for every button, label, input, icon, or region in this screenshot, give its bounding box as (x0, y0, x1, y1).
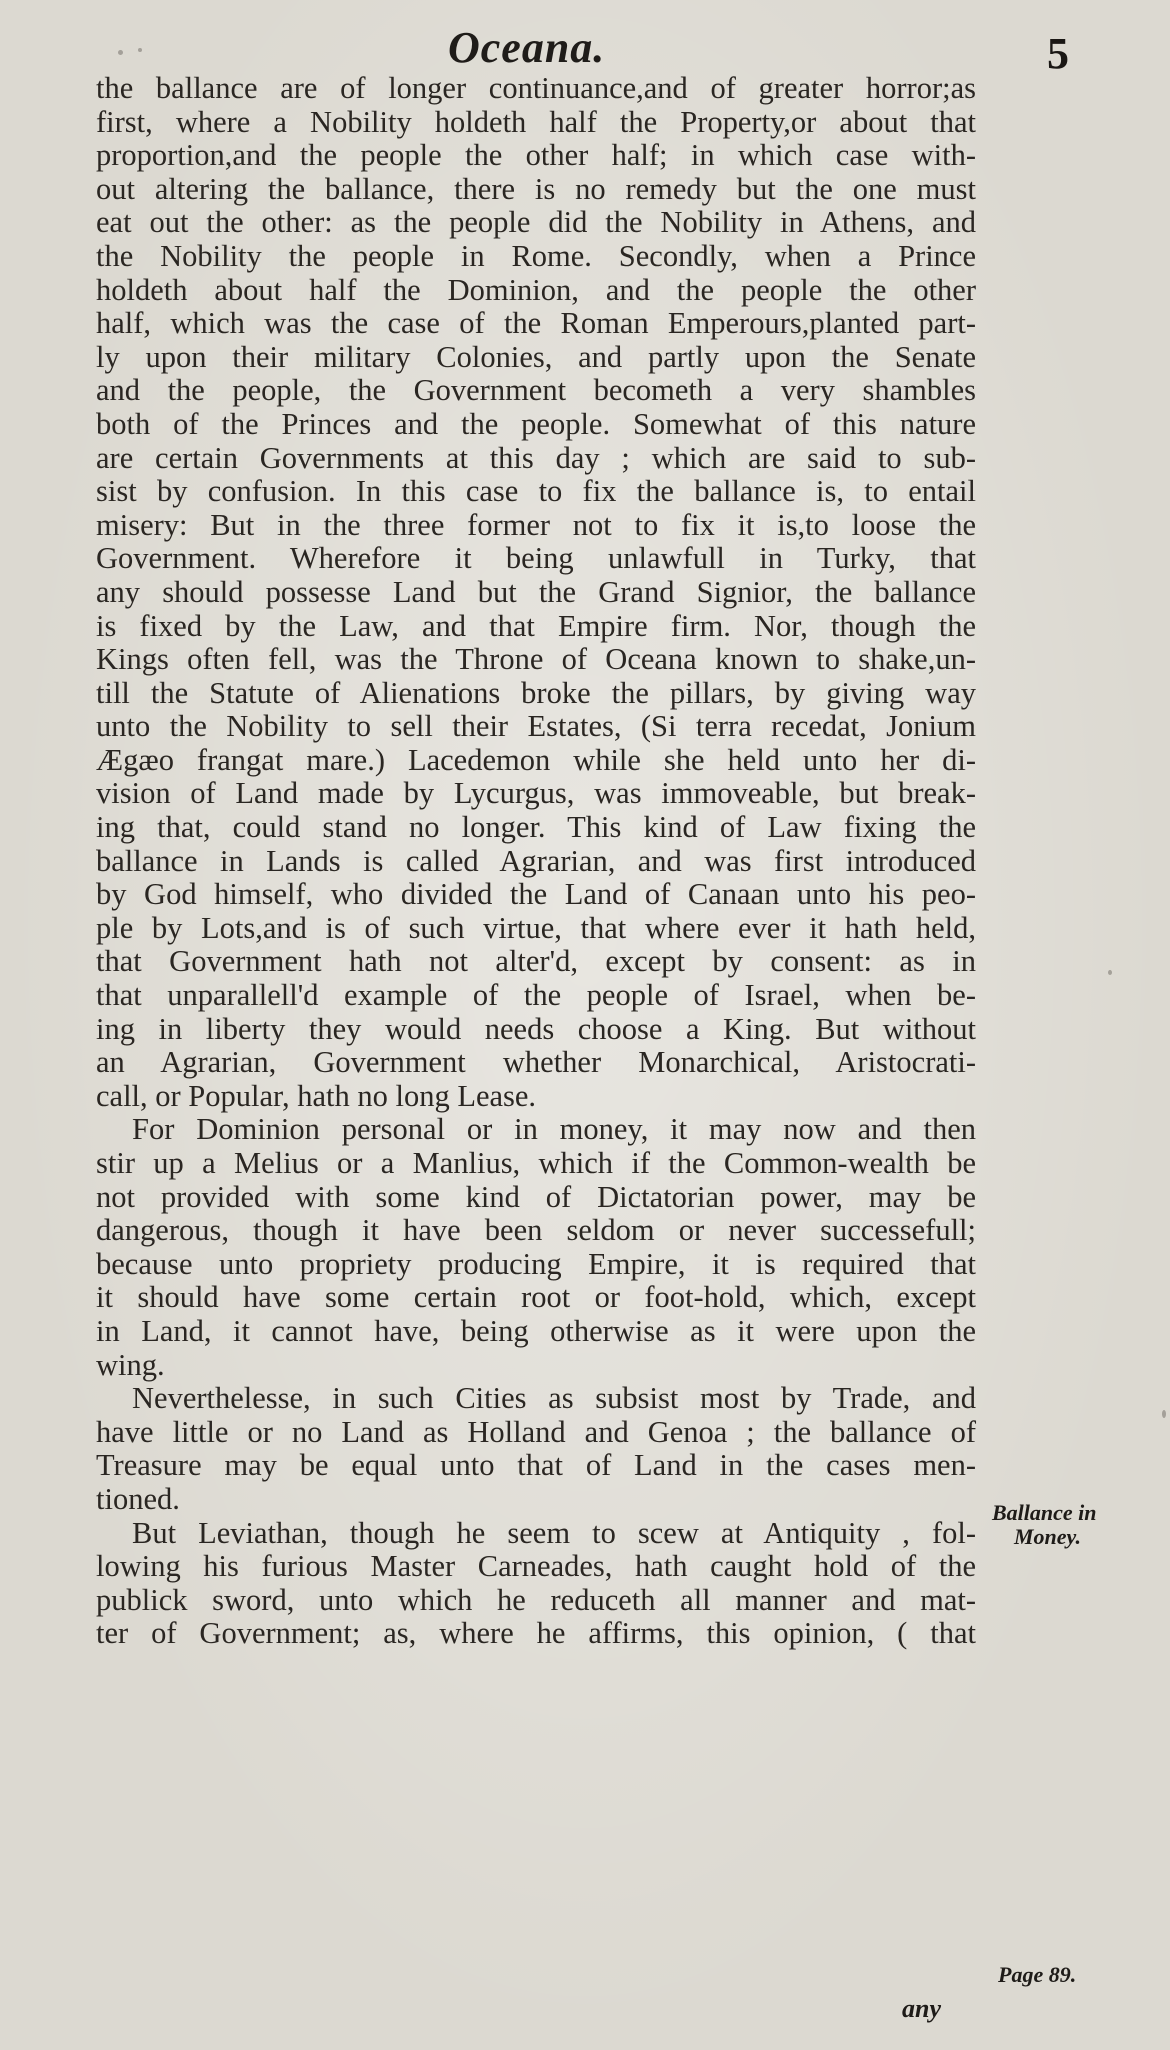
text-line: the ballance are of longer continuance,and of greater horror;as (96, 71, 976, 105)
page-number: 5 (1047, 29, 1069, 78)
text-line: an Agrarian, Government whether Monarchical, Aristocrati- (96, 1045, 976, 1080)
text-line: first, where a Nobility holdeth half the Property,or about that (96, 104, 976, 139)
body-text (96, 72, 976, 1651)
text-line: vision of Land made by Lycurgus, was immoveable, but break- (96, 776, 976, 811)
text-line: eat out the other: as the people did the Nobility in Athens, and (96, 205, 976, 240)
text-line: ter of Government; as, where he affirms, this opinion, ( that (96, 1616, 976, 1651)
text-line: ballance in Lands is called Agrarian, and was first introduced (96, 843, 976, 878)
text-line: out altering the ballance, there is no remedy but the one must (96, 171, 976, 206)
ink-speck (118, 50, 123, 55)
text-line: ing that, could stand no longer. This kind of Law fixing the (96, 810, 976, 845)
running-title: Oceana. (448, 23, 606, 72)
text-line: that unparallell'd example of the people of Israel, when be- (96, 978, 976, 1013)
text-line: ing in liberty they would needs choose a King. But without (96, 1011, 976, 1046)
text-line: is fixed by the Law, and that Empire firm. Nor, though the (96, 608, 976, 643)
margin-note-page-ref: Page 89. (998, 1962, 1077, 1987)
text-line: half, which was the case of the Roman Emperours,planted part- (96, 306, 976, 341)
text-line: ly upon their military Colonies, and partly upon the Senate (96, 339, 976, 374)
text-line: and the people, the Government becometh a very shambles (96, 373, 976, 408)
text-line: the Nobility the people in Rome. Secondly, when a Prince (96, 238, 976, 273)
text-line: misery: But in the three former not to fix it is,to loose the (96, 507, 976, 542)
text-line: both of the Princes and the people. Somewhat of this nature (96, 406, 976, 441)
text-line: because unto propriety producing Empire, it is required that (96, 1246, 976, 1281)
text-line: tioned. (96, 1481, 180, 1516)
margin-note-ballance-in: Ballance in (992, 1500, 1097, 1525)
catchword: any (902, 1994, 941, 2023)
text-line: not provided with some kind of Dictatorian power, may be (96, 1179, 976, 1214)
text-line: stir up a Melius or a Manlius, which if the Common-wealth be (96, 1146, 976, 1180)
page-header (0, 18, 1170, 78)
text-line: any should possesse Land but the Grand Signior, the ballance (96, 574, 976, 609)
text-line: Government. Wherefore it being unlawfull in Turky, that (96, 541, 976, 576)
margin-note-money: Money. (1014, 1524, 1082, 1549)
text-line: For Dominion personal or in money, it may now and then (132, 1112, 976, 1147)
text-line: sist by confusion. In this case to fix the ballance is, to entail (96, 474, 976, 509)
text-line: wing. (96, 1347, 165, 1382)
text-line: are certain Governments at this day ; which are said to sub- (96, 440, 976, 475)
text-line: by God himself, who divided the Land of Canaan unto his peo- (96, 877, 976, 912)
text-line: Treasure may be equal unto that of Land in the cases men- (96, 1448, 976, 1483)
text-line: holdeth about half the Dominion, and the people the other (96, 272, 976, 307)
text-line: dangerous, though it have been seldom or never successefull; (96, 1213, 976, 1248)
text-line: it should have some certain root or foot-hold, which, except (96, 1280, 976, 1315)
ink-speck (1162, 1410, 1166, 1418)
text-line: proportion,and the people the other half; in which case with- (96, 138, 976, 173)
text-line: ple by Lots,and is of such virtue, that where ever it hath held, (96, 910, 976, 945)
text-line: publick sword, unto which he reduceth all manner and mat- (96, 1582, 976, 1617)
text-line: in Land, it cannot have, being otherwise as it were upon the (96, 1313, 976, 1348)
ink-speck (138, 48, 142, 52)
text-line: lowing his furious Master Carneades, hath caught hold of the (96, 1549, 976, 1584)
text-line: that Government hath not alter'd, except by consent: as in (96, 944, 976, 979)
text-line: have little or no Land as Holland and Genoa ; the ballance of (96, 1414, 976, 1449)
text-line: Ægæo frangat mare.) Lacedemon while she held unto her di- (96, 742, 976, 777)
text-line: Neverthelesse, in such Cities as subsist most by Trade, and (132, 1381, 976, 1416)
text-line: unto the Nobility to sell their Estates, (Si terra recedat, Jonium (96, 709, 976, 744)
text-line: call, or Popular, hath no long Lease. (96, 1078, 537, 1113)
text-line: Kings often fell, was the Throne of Oceana known to shake,un- (96, 642, 976, 677)
text-line: But Leviathan, though he seem to scew at Antiquity , fol- (132, 1515, 976, 1550)
ink-speck (1108, 970, 1112, 975)
text-line: till the Statute of Alienations broke the pillars, by giving way (96, 675, 976, 710)
